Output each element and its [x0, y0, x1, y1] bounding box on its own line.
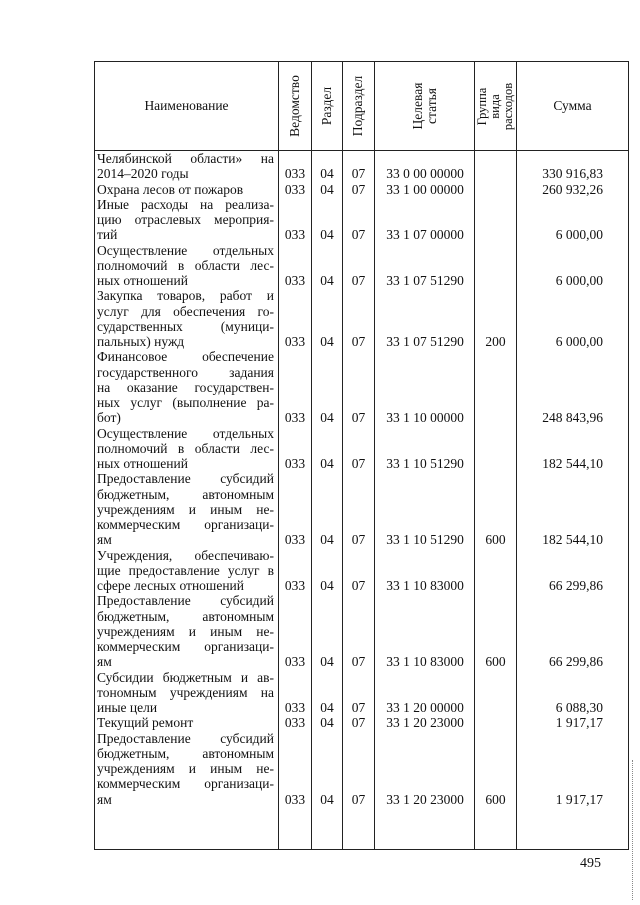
target-item-cell: 33 1 10 51290 [386, 456, 464, 471]
row-name-line: ных услуг (выполнение ра- [97, 395, 274, 410]
subsection-cell: 07 [351, 273, 366, 288]
department-cell: 033 [284, 715, 306, 731]
row-name-line: 2014–2020 годы [97, 166, 189, 182]
target-item-cell: 33 1 20 23000 [386, 715, 464, 731]
department-cell: 033 [284, 700, 306, 715]
section-cell: 04 [320, 654, 334, 670]
department-cell: 033 [284, 532, 306, 548]
department-cell: 033 [284, 227, 306, 243]
expense-group-cell: 600 [485, 791, 506, 807]
section-cell: 04 [320, 273, 334, 288]
target-item-cell: 33 1 07 00000 [386, 227, 464, 243]
row-name-line: полномочий в области лес- [97, 257, 274, 273]
header-name: Наименование [144, 98, 229, 113]
row-name-line: учреждениям и иным не- [97, 761, 274, 776]
target-item-cell: 33 1 07 51290 [386, 334, 464, 349]
row-name-line: полномочий в области лес- [97, 440, 274, 456]
row-name-line: сфере лесных отношений [97, 578, 244, 593]
scan-edge-mark [632, 760, 633, 900]
department-cell: 033 [284, 181, 306, 197]
row-name-line: Предоставление субсидий [97, 730, 274, 746]
header-section: Раздел [319, 86, 334, 126]
header-target-item: Целевая статья [409, 82, 439, 130]
subsection-cell: 07 [351, 334, 366, 349]
row-name-line: тономным учреждениям на [97, 684, 274, 700]
row-name-line: Текущий ремонт [97, 715, 194, 731]
subsection-cell: 07 [351, 715, 366, 731]
amount-cell: 1 917,17 [555, 715, 603, 731]
expense-group-cell: 200 [485, 334, 506, 349]
subsection-cell: 07 [351, 227, 366, 243]
page-number: 495 [580, 856, 601, 871]
section-cell: 04 [320, 227, 334, 243]
amount-cell: 248 843,96 [542, 410, 603, 426]
row-name-line: Охрана лесов от пожаров [97, 181, 244, 197]
section-cell: 04 [320, 410, 334, 426]
row-name-line: бюджетным, автономным [97, 608, 274, 624]
subsection-cell: 07 [351, 181, 366, 197]
amount-cell: 182 544,10 [542, 456, 603, 471]
row-name-line: бюджетным, автономным [97, 486, 274, 502]
department-cell: 033 [284, 273, 306, 288]
section-cell: 04 [320, 334, 334, 349]
row-name-line: ных отношений [97, 456, 188, 471]
header-amount: Сумма [553, 98, 592, 113]
amount-cell: 6 088,30 [555, 700, 603, 715]
amount-cell: 6 000,00 [555, 227, 603, 243]
row-name-line: иные цели [97, 700, 158, 715]
expense-group-cell: 600 [485, 654, 506, 670]
subsection-cell: 07 [351, 456, 366, 471]
row-name-line: коммерческим организаци- [97, 776, 274, 792]
target-item-cell: 33 1 07 51290 [386, 273, 464, 288]
subsection-cell: 07 [351, 532, 366, 548]
header-department: Ведомство [287, 75, 302, 137]
section-cell: 04 [320, 166, 334, 182]
amount-cell: 66 299,86 [549, 654, 603, 670]
amount-cell: 260 932,26 [542, 181, 603, 197]
target-item-cell: 33 1 10 51290 [386, 532, 464, 548]
table-column-divider [474, 61, 475, 850]
row-name-line: ям [97, 791, 112, 807]
row-name-line: Финансовое обеспечение [97, 349, 274, 365]
target-item-cell: 33 1 20 00000 [386, 700, 464, 715]
subsection-cell: 07 [351, 791, 366, 807]
target-item-cell: 33 1 10 00000 [386, 410, 464, 426]
row-name-line: Учреждения, обеспечиваю- [97, 547, 274, 563]
row-name-line: Предоставление субсидий [97, 593, 274, 609]
row-name-line: щие предоставление услуг в [97, 562, 274, 578]
row-name-line: Субсидии бюджетным и ав- [97, 669, 274, 685]
row-name-line: Челябинской области» на [97, 151, 274, 166]
subsection-cell: 07 [351, 700, 366, 715]
row-name-line: ям [97, 532, 112, 548]
department-cell: 033 [284, 456, 306, 471]
table-border-right [628, 61, 629, 850]
row-name-line: Закупка товаров, работ и [97, 288, 274, 304]
header-subsection: Подраздел [350, 75, 366, 137]
table-column-divider [374, 61, 375, 850]
section-cell: 04 [320, 456, 334, 471]
row-name-line: Иные расходы на реализа- [97, 196, 274, 212]
department-cell: 033 [284, 578, 306, 593]
section-cell: 04 [320, 791, 334, 807]
row-name-line: на оказание государствен- [97, 379, 274, 395]
section-cell: 04 [320, 578, 334, 593]
header-expense-group: Группа вида расходов [475, 82, 516, 130]
subsection-cell: 07 [351, 410, 366, 426]
amount-cell: 182 544,10 [542, 532, 603, 548]
row-name-line: пальных) нужд [97, 334, 185, 349]
row-name-line: услуг для обеспечения го- [97, 303, 274, 319]
row-name-line: учреждениям и иным не- [97, 501, 274, 517]
section-cell: 04 [320, 715, 334, 731]
department-cell: 033 [284, 334, 306, 349]
row-name-line: учреждениям и иным не- [97, 623, 274, 639]
row-name-line: сударственных (муници- [97, 318, 274, 334]
table-border-left [94, 61, 95, 850]
row-name-line: государственного задания [97, 364, 274, 380]
subsection-cell: 07 [351, 166, 366, 182]
table-border-bottom [94, 849, 628, 850]
target-item-cell: 33 1 00 00000 [386, 181, 464, 197]
target-item-cell: 33 1 10 83000 [386, 654, 464, 670]
section-cell: 04 [320, 532, 334, 548]
expense-group-cell: 600 [485, 532, 506, 548]
row-name-line: ных отношений [97, 273, 188, 288]
department-cell: 033 [284, 410, 306, 426]
target-item-cell: 33 1 10 83000 [386, 578, 464, 593]
amount-cell: 6 000,00 [555, 273, 603, 288]
amount-cell: 6 000,00 [555, 334, 603, 349]
department-cell: 033 [284, 654, 306, 670]
target-item-cell: 33 0 00 00000 [386, 166, 464, 182]
subsection-cell: 07 [351, 578, 366, 593]
department-cell: 033 [284, 166, 306, 182]
row-name-line: цию отраслевых мероприя- [97, 212, 274, 227]
row-name-line: бюджетным, автономным [97, 745, 274, 761]
row-name-line: Осуществление отдельных [97, 242, 274, 258]
section-cell: 04 [320, 181, 334, 197]
row-name-line: коммерческим организаци- [97, 517, 274, 532]
section-cell: 04 [320, 700, 334, 715]
subsection-cell: 07 [351, 654, 366, 670]
target-item-cell: 33 1 20 23000 [386, 791, 464, 807]
amount-cell: 66 299,86 [549, 578, 603, 593]
row-name-line: ям [97, 654, 112, 670]
row-name-line: Предоставление субсидий [97, 471, 274, 487]
row-name-line: коммерческим организаци- [97, 639, 274, 654]
amount-cell: 1 917,17 [555, 791, 603, 807]
amount-cell: 330 916,83 [542, 166, 603, 182]
row-name-line: бот) [97, 410, 121, 426]
department-cell: 033 [284, 791, 306, 807]
row-name-line: тий [97, 227, 118, 243]
row-name-line: Осуществление отдельных [97, 425, 274, 441]
